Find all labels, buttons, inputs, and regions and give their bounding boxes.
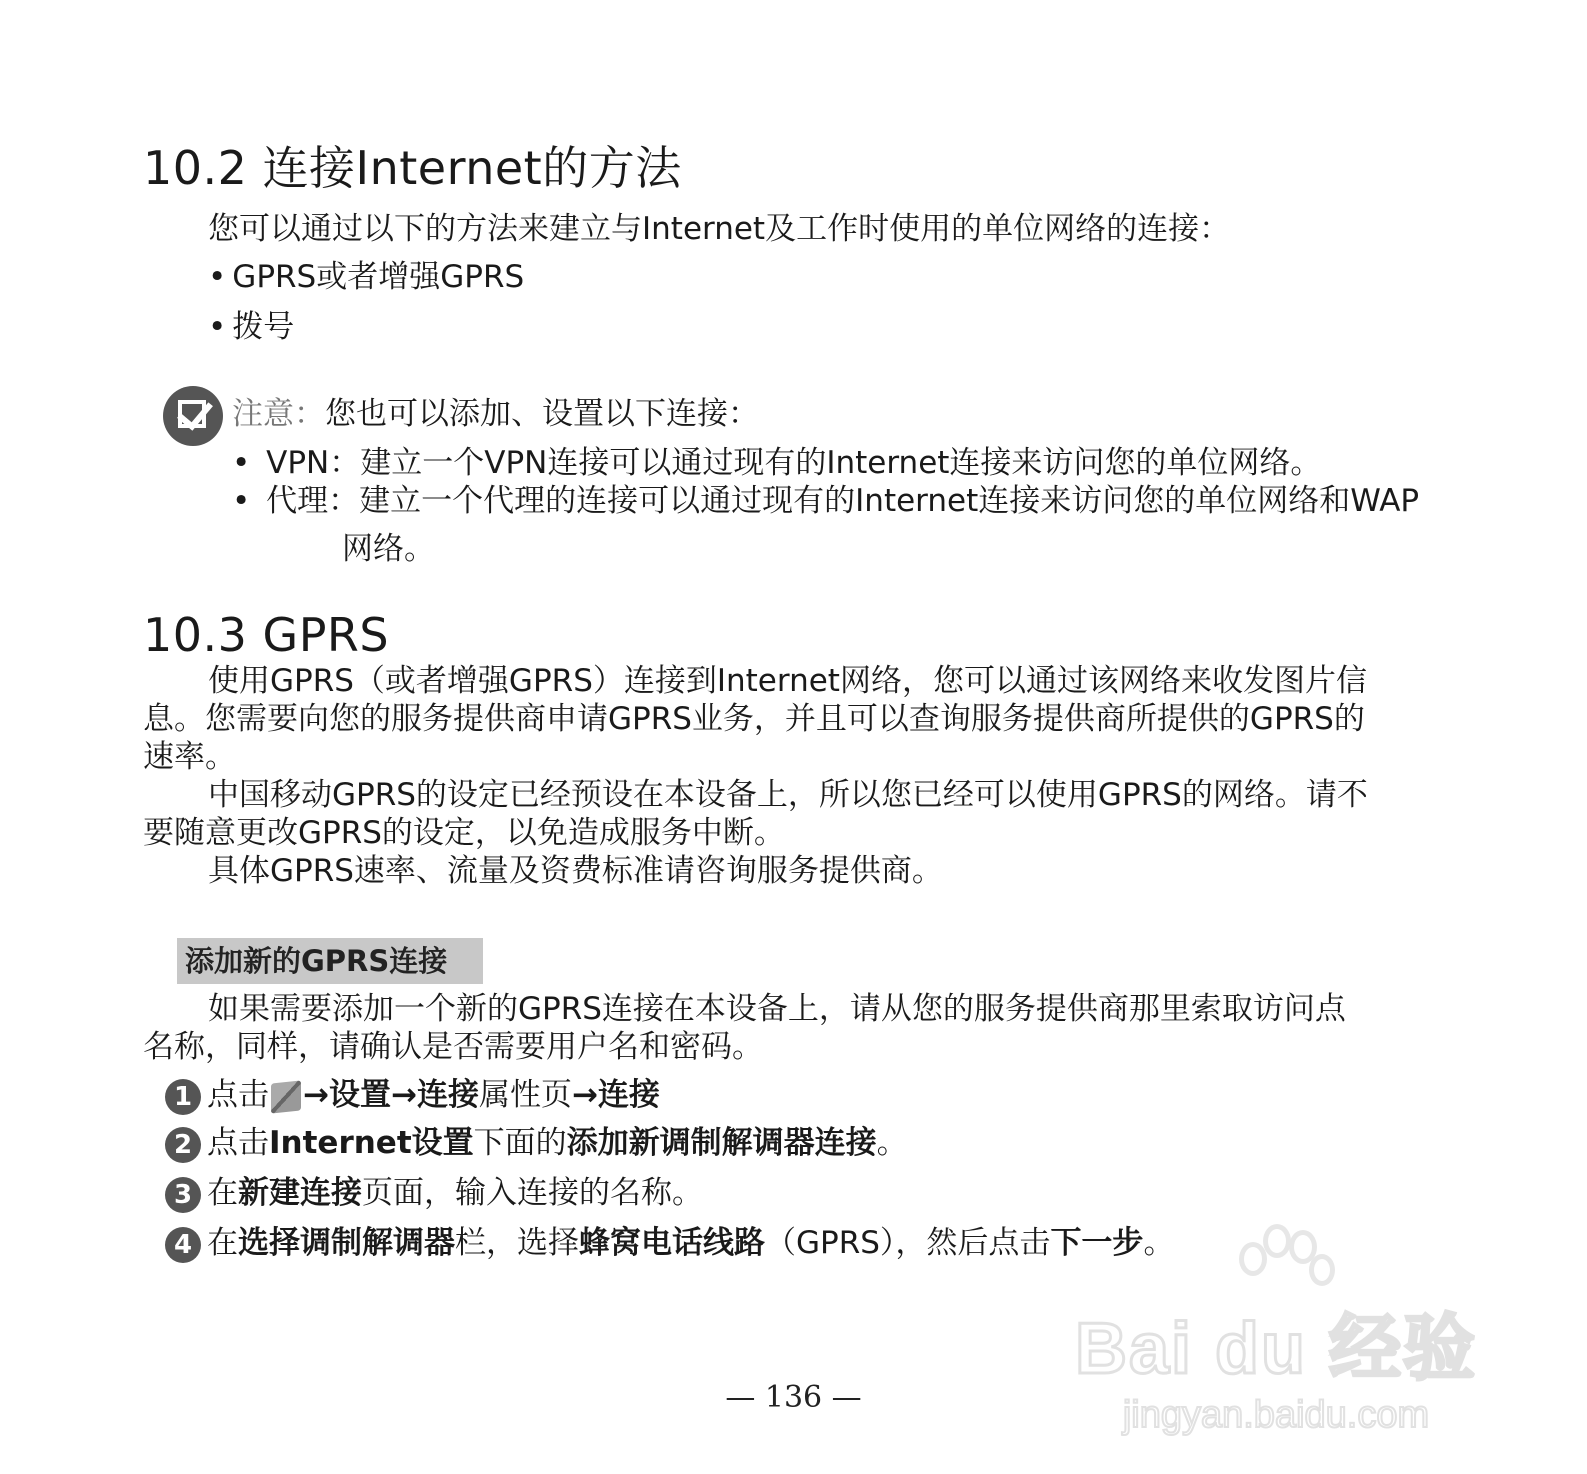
step-bold: 蜂窝电话线路 (579, 1225, 765, 1261)
section-10-2-title: 10.2 连接Internet的方法 (143, 141, 682, 195)
watermark-url: jingyan.baidu.com (1122, 1394, 1430, 1436)
para1-line2: 息。您需要向您的服务提供商申请GPRS业务，并且可以查询服务提供商所提供的GPRS的 (143, 701, 1365, 737)
note-item-proxy (232, 482, 1419, 520)
note-item-head: VPN： (266, 445, 361, 481)
watermark-brand: Bai du 经验 (1074, 1309, 1477, 1389)
step-bold: 下一步 (1050, 1225, 1144, 1261)
note-item-text: 建立一个代理的连接可以通过现有的Internet连接来访问您的单位网络和WAP (359, 483, 1420, 519)
step-bold: Internet设置 (269, 1125, 474, 1161)
step-bold: 新建连接 (238, 1175, 362, 1211)
para1-line1: 使用GPRS（或者增强GPRS）连接到Internet网络，您可以通过该网络来收发图片信 (208, 663, 1367, 699)
paw-icon (1221, 1220, 1331, 1290)
step-number: 2 (165, 1127, 201, 1163)
step-number: 3 (165, 1177, 201, 1213)
step-number: 4 (165, 1227, 201, 1263)
step-text: （GPRS），然后点击 (765, 1225, 1051, 1261)
step-bold: →设置→连接 (303, 1077, 479, 1113)
para2-line1: 中国移动GPRS的设定已经预设在本设备上，所以您已经可以使用GPRS的网络。请不 (208, 777, 1368, 813)
section-10-2-intro: 您可以通过以下的方法来建立与Internet及工作时使用的单位网络的连接： (208, 211, 1231, 247)
step-text: 页面，输入连接的名称。 (362, 1175, 703, 1211)
step-text: 。 (1143, 1225, 1175, 1261)
para1-line3: 速率。 (143, 739, 236, 775)
note-heading (232, 395, 759, 433)
checkbox-note-icon (163, 386, 223, 446)
add-gprs-heading: 添加新的GPRS连接 (177, 938, 483, 984)
note-label: 注意： (232, 396, 325, 432)
step-text: 在 (207, 1175, 238, 1211)
note-item-vpn (232, 444, 1321, 482)
step-bold: 选择调制解调器 (238, 1225, 455, 1261)
step-2 (165, 1124, 908, 1163)
step-number: 1 (165, 1079, 201, 1115)
step-bold: 添加新调制解调器连接 (566, 1125, 877, 1161)
bullet-dialup: • 拨号 (208, 308, 294, 346)
step-text: 点击 (207, 1125, 269, 1161)
note-item-proxy-cont: 网络。 (342, 531, 435, 567)
page-number: — 136 — (725, 1380, 862, 1415)
step-bold: →连接 (571, 1077, 660, 1113)
add-gprs-para-line1: 如果需要添加一个新的GPRS连接在本设备上，请从您的服务提供商那里索取访问点 (208, 991, 1346, 1027)
para2-line2: 要随意更改GPRS的设定，以免造成服务中断。 (143, 815, 785, 851)
para3: 具体GPRS速率、流量及资费标准请咨询服务提供商。 (208, 853, 943, 889)
add-gprs-para-line2: 名称，同样，请确认是否需要用户名和密码。 (143, 1029, 763, 1065)
step-3 (165, 1174, 703, 1213)
note-text: 您也可以添加、设置以下连接： (325, 396, 759, 432)
bullet-gprs: • GPRS或者增强GPRS (208, 258, 524, 296)
step-1 (165, 1076, 660, 1115)
note-item-head: 代理： (266, 483, 360, 519)
section-10-3-title: 10.3 GPRS (143, 608, 390, 662)
step-text: 。 (876, 1125, 908, 1161)
step-text: 属性页 (478, 1077, 572, 1113)
step-text: 在 (207, 1225, 238, 1261)
step-4 (165, 1224, 1174, 1263)
step-text: 点击 (207, 1077, 269, 1113)
windows-start-icon (271, 1080, 301, 1113)
note-item-text: 建立一个VPN连接可以通过现有的Internet连接来访问您的单位网络。 (360, 445, 1322, 481)
step-text: 下面的 (473, 1125, 567, 1161)
step-text: 栏，选择 (455, 1225, 579, 1261)
